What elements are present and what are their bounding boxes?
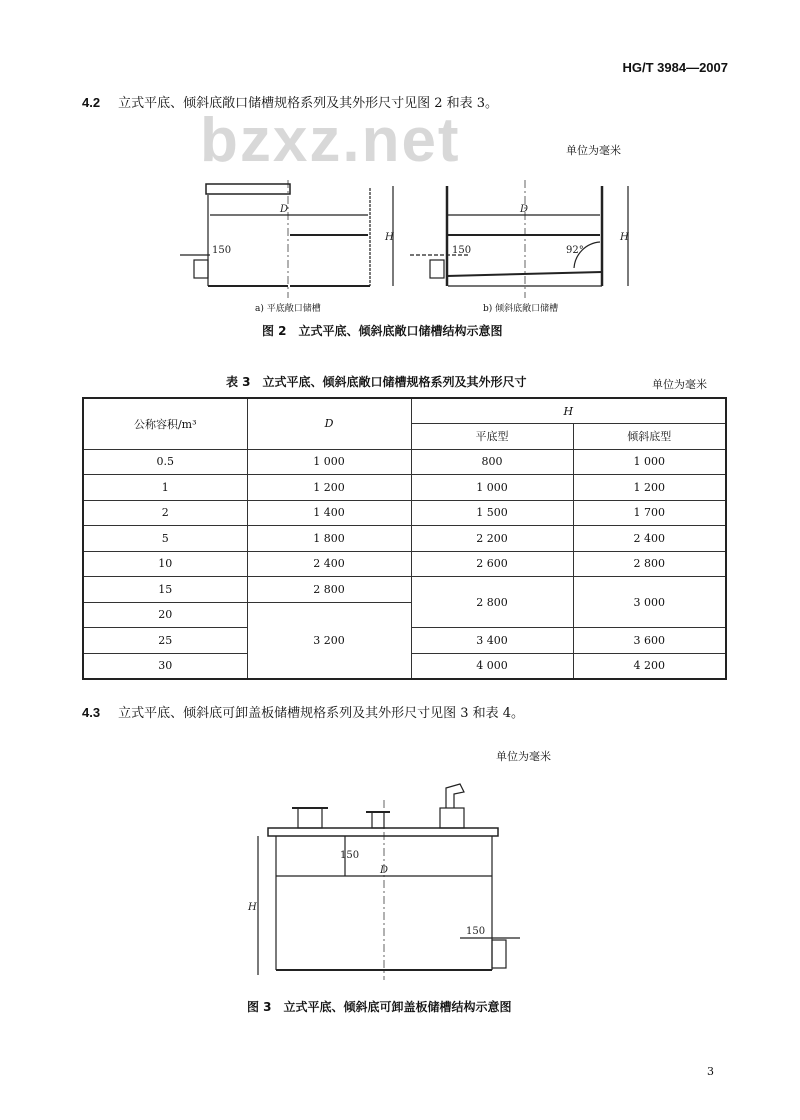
cell: 2 800 <box>411 577 573 628</box>
table-3-caption: 表 3 立式平底、倾斜底敞口储槽规格系列及其外形尺寸 <box>226 375 527 389</box>
dim-150: 150 <box>212 245 232 256</box>
cell: 2 600 <box>411 551 573 577</box>
dim-h: H <box>385 232 394 243</box>
watermark: bzxz.net <box>200 106 461 175</box>
fig2a-label: a) 平底敞口储槽 <box>255 304 321 314</box>
cell: 0.5 <box>83 449 247 475</box>
cell: 1 700 <box>573 500 726 526</box>
cell: 10 <box>83 551 247 577</box>
cell: 2 400 <box>247 551 411 577</box>
cell: 3 400 <box>411 628 573 654</box>
header-inclined: 倾斜底型 <box>573 424 726 450</box>
cell: 1 800 <box>247 526 411 552</box>
table-unit: 单位为毫米 <box>652 378 707 391</box>
cell: 800 <box>411 449 573 475</box>
cell: 4 200 <box>573 653 726 679</box>
dim-d: D <box>280 204 289 215</box>
cell: 1 400 <box>247 500 411 526</box>
header-h: H <box>411 398 726 424</box>
cell: 2 800 <box>573 551 726 577</box>
cell: 2 800 <box>247 577 411 603</box>
figure-2-caption: 图 2 立式平底、倾斜底敞口储槽结构示意图 <box>262 324 503 338</box>
cell: 2 200 <box>411 526 573 552</box>
cell: 5 <box>83 526 247 552</box>
cell: 1 200 <box>247 475 411 501</box>
dim-h-b: H <box>620 232 629 243</box>
cell: 2 <box>83 500 247 526</box>
cell: 1 <box>83 475 247 501</box>
dim-h: H <box>248 902 257 913</box>
table-row <box>83 526 726 552</box>
cell: 3 200 <box>247 602 411 679</box>
section-4-3 <box>82 702 524 721</box>
cell: 30 <box>83 653 247 679</box>
table-row <box>83 500 726 526</box>
section-text: 立式平底、倾斜底敞口储槽规格系列及其外形尺寸见图 2 和表 3。 <box>118 96 499 111</box>
fig2b-label: b) 倾斜底敞口储槽 <box>483 304 559 314</box>
table-row <box>83 449 726 475</box>
dim-150-top: 150 <box>340 850 360 861</box>
cell: 1 000 <box>573 449 726 475</box>
cell: 2 400 <box>573 526 726 552</box>
table-3 <box>82 397 727 680</box>
cell: 15 <box>83 577 247 603</box>
cell: 1 500 <box>411 500 573 526</box>
standard-number: HG/T 3984—2007 <box>622 60 728 75</box>
dim-d: D <box>380 865 389 876</box>
cell: 4 000 <box>411 653 573 679</box>
header-flat: 平底型 <box>411 424 573 450</box>
cell: 1 000 <box>411 475 573 501</box>
cell: 3 600 <box>573 628 726 654</box>
cell: 1 000 <box>247 449 411 475</box>
cell: 25 <box>83 628 247 654</box>
dim-150-side: 150 <box>466 926 486 937</box>
section-number: 4.3 <box>82 705 101 720</box>
figure-3-drawing <box>240 780 540 980</box>
header-volume: 公称容积/m³ <box>83 398 247 449</box>
figure-3-caption: 图 3 立式平底、倾斜底可卸盖板储槽结构示意图 <box>247 1000 512 1014</box>
cell: 1 200 <box>573 475 726 501</box>
cell: 20 <box>83 602 247 628</box>
section-4-2 <box>82 92 498 111</box>
cell: 3 000 <box>573 577 726 628</box>
figure-2-drawing <box>180 180 640 300</box>
table-row <box>83 577 726 603</box>
unit-note-2: 单位为毫米 <box>496 750 551 763</box>
section-number: 4.2 <box>82 95 101 110</box>
table-row <box>83 551 726 577</box>
dim-150-b: 150 <box>452 245 472 256</box>
table-row <box>83 475 726 501</box>
angle-label: 92° <box>566 245 584 256</box>
unit-note: 单位为毫米 <box>566 144 621 157</box>
page-number: 3 <box>707 1065 714 1078</box>
header-d: D <box>247 398 411 449</box>
dim-d-b: D <box>520 204 529 215</box>
section-text: 立式平底、倾斜底可卸盖板储槽规格系列及其外形尺寸见图 3 和表 4。 <box>118 706 525 721</box>
